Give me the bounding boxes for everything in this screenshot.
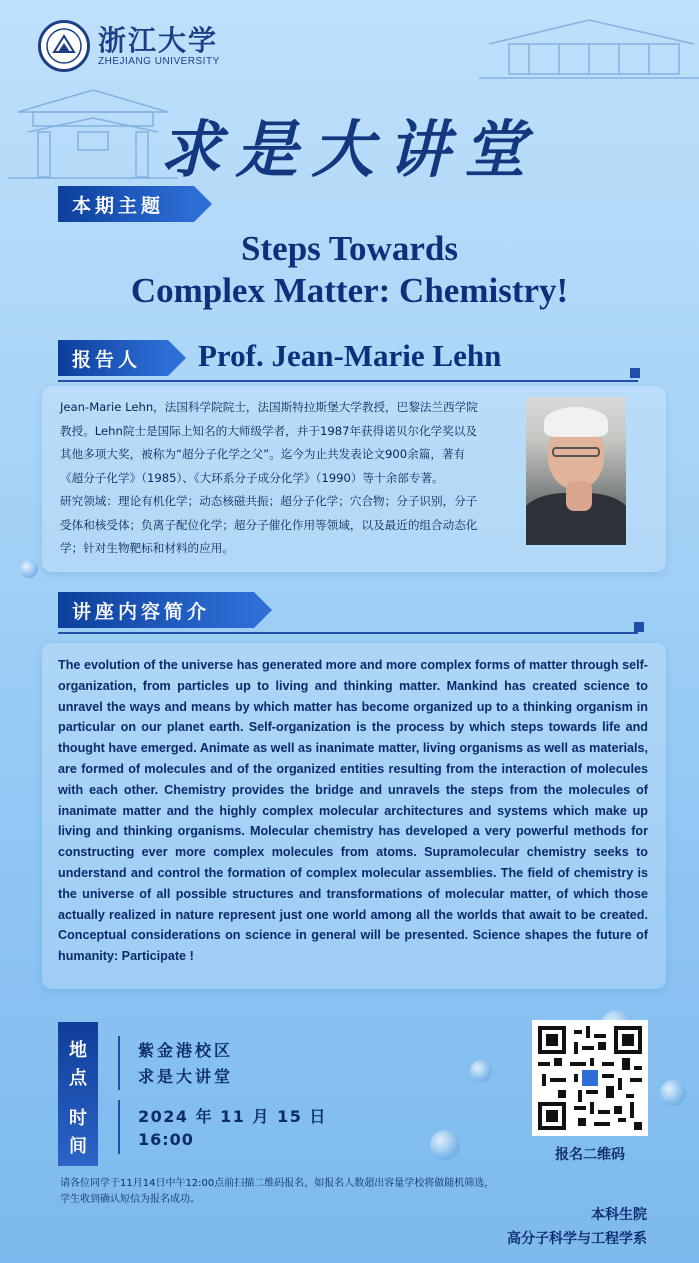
- intro-text: The evolution of the universe has generated more and more complex forms of matter through self-organization, from particles up to living and thinking matter. Mankind has created science to unravel the ways and means by which matter has become organized up to a thinking organism in particular on our planet earth. Self-organization is the process by which steps towards life and thought have emerged. Animate as well as inanimate matter, living organisms as well as materials, are formed of molecules and of the organized entities resulting from the interaction of molecules with each other. Chemistry provides the bridge and unravels the steps from the molecules of inanimate matter and the highly complex molecular architectures and systems which make up living and thinking organisms. Molecular chemistry has developed a very powerful methods for constructing ever more complex molecules from atoms. Supramolecular chemistry seeks to understand and control the formation of complex molecular assemblies. The field of chemistry is the universe of all possible structures and transformations of molecular matter, of which those actually realized in nature represent just one world among all the worlds that await to be created. Conceptual considerations on science in general will be presented. Science shapes the future of humanity: Participate !: [58, 658, 648, 964]
- place-label-2: 点: [69, 1068, 87, 1089]
- speaker-photo: [526, 397, 626, 545]
- qr-code-label: 报名二维码: [555, 1147, 625, 1163]
- place-divider: [118, 1036, 120, 1090]
- bio-line: 教授。Lehn院士是国际上知名的大师级学者，并于1987年获得诺贝尔化学奖以及: [60, 423, 477, 438]
- topic-title-line1: Steps Towards: [241, 229, 458, 268]
- university-logo: [38, 20, 220, 72]
- organizer-line1: 本科生院: [591, 1207, 647, 1223]
- topic-title: [0, 228, 699, 312]
- molecule-decoration: [20, 560, 38, 578]
- topic-tag-label: 本期主题: [72, 194, 165, 217]
- registration-note: [60, 1176, 494, 1208]
- university-name-en: ZHEJIANG UNIVERSITY: [98, 55, 220, 67]
- bio-line: 学；针对生物靶标和材料的应用。: [60, 541, 234, 555]
- topic-title-line2: Complex Matter: Chemistry!: [130, 271, 569, 310]
- time-label-2: 间: [69, 1136, 87, 1157]
- molecule-decoration: [430, 1130, 460, 1160]
- place-line2: 求是大讲堂: [138, 1067, 234, 1086]
- intro-tag-label: 讲座内容简介: [72, 600, 211, 623]
- event-label-bar: [58, 1022, 98, 1166]
- university-seal-icon: [38, 20, 90, 72]
- bio-line: Jean-Marie Lehn，法国科学院院士，法国斯特拉斯堡大学教授，巴黎法兰西学院: [60, 400, 478, 414]
- event-date: 2024 年 11 月 15 日: [138, 1107, 327, 1126]
- speaker-name: Prof. Jean-Marie Lehn: [198, 338, 502, 373]
- organizer-line2: 高分子科学与工程学系: [507, 1231, 647, 1247]
- building-illustration: [479, 14, 699, 84]
- university-name-cn: 浙江大学: [98, 23, 219, 57]
- speaker-divider: [58, 380, 638, 382]
- molecule-decoration: [470, 1060, 492, 1082]
- note-line: 请各位同学于11月14日中午12:00点前扫描二维码报名，如报名人数超出容量学校将做随机筛选，: [60, 1178, 495, 1189]
- time-label-1: 时: [69, 1108, 87, 1129]
- place-label-1: 地: [69, 1040, 87, 1061]
- event-time: 16:00: [138, 1130, 194, 1149]
- place-line1: 紫金港校区: [138, 1041, 234, 1060]
- time-divider: [118, 1100, 120, 1154]
- registration-qr-code[interactable]: [532, 1020, 648, 1136]
- intro-divider-end: [634, 622, 644, 632]
- speaker-bio: [60, 396, 515, 561]
- main-title: 求是大讲堂: [159, 113, 540, 186]
- bio-line: 《超分子化学》（1985）、《大环系分子成分化学》（1990）等十余部专著。: [60, 470, 444, 485]
- note-line: 学生收到确认短信为报名成功。: [60, 1194, 200, 1205]
- molecule-decoration: [660, 1080, 686, 1106]
- intro-divider: [58, 632, 638, 634]
- intro-tag: [58, 592, 254, 628]
- topic-tag: [58, 186, 194, 222]
- speaker-tag: [58, 340, 168, 376]
- bio-line: 研究领域：理论有机化学；动态核磁共振；超分子化学；穴合物；分子识别，分子: [60, 494, 478, 508]
- bio-line: 受体和核受体；负离子配位化学；超分子催化作用等领域，以及最近的组合动态化: [60, 517, 478, 532]
- bio-line: 其他多项大奖，被称为“超分子化学之父”。迄今为止共发表论文900余篇，著有: [60, 447, 466, 461]
- speaker-tag-label: 报告人: [72, 348, 142, 371]
- speaker-divider-end: [630, 368, 640, 378]
